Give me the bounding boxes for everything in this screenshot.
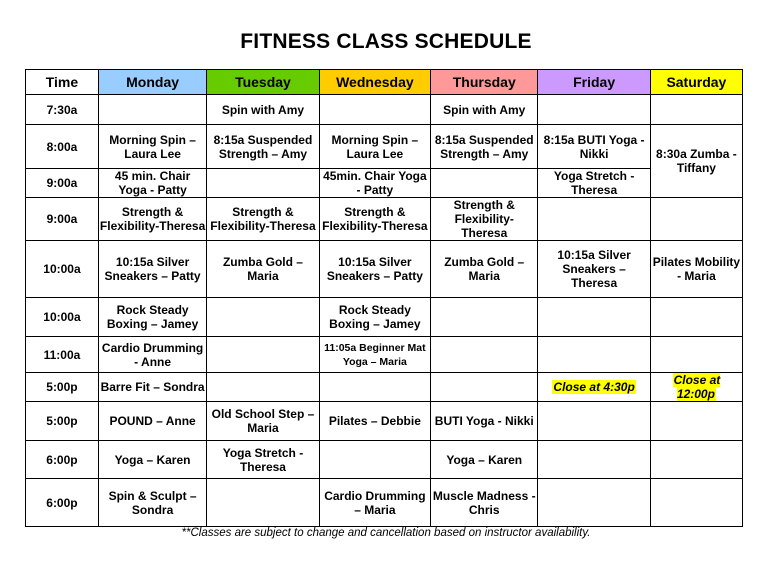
table-row xyxy=(26,95,743,125)
class-cell xyxy=(431,373,538,402)
class-cell xyxy=(207,479,319,527)
class-cell: Yoga Stretch - Theresa xyxy=(207,441,319,479)
table-row xyxy=(26,298,743,337)
time-cell: 9:00a xyxy=(26,169,99,198)
class-cell xyxy=(650,402,742,441)
header-thursday: Thursday xyxy=(431,70,538,95)
class-cell: Spin with Amy xyxy=(207,95,319,125)
page-title: FITNESS CLASS SCHEDULE xyxy=(240,30,532,53)
class-cell: BUTI Yoga - Nikki xyxy=(431,402,538,441)
class-cell: Zumba Gold – Maria xyxy=(207,241,319,298)
class-cell: Strength & Flexibility-Theresa xyxy=(319,198,430,241)
class-cell: 10:15a Silver Sneakers – Theresa xyxy=(538,241,650,298)
time-cell: 11:00a xyxy=(26,337,99,373)
table-row xyxy=(26,337,743,373)
table-row xyxy=(26,441,743,479)
class-cell: Strength & Flexibility-Theresa xyxy=(431,198,538,241)
time-cell: 10:00a xyxy=(26,241,99,298)
class-cell: Yoga – Karen xyxy=(431,441,538,479)
class-cell xyxy=(538,298,650,337)
class-cell: Rock Steady Boxing – Jamey xyxy=(319,298,430,337)
class-cell xyxy=(538,373,650,402)
class-cell xyxy=(538,402,650,441)
table-row xyxy=(26,479,743,527)
schedule-table xyxy=(25,69,743,527)
class-cell xyxy=(98,95,206,125)
class-cell: Cardio Drumming – Maria xyxy=(319,479,430,527)
class-cell: 8:15a BUTI Yoga - Nikki xyxy=(538,125,650,169)
class-cell xyxy=(431,169,538,198)
table-row xyxy=(26,373,743,402)
class-cell: 8:30a Zumba - Tiffany xyxy=(650,125,742,198)
class-cell: Spin & Sculpt – Sondra xyxy=(98,479,206,527)
time-cell: 9:00a xyxy=(26,198,99,241)
class-cell xyxy=(650,373,742,402)
class-cell: Strength & Flexibility-Theresa xyxy=(207,198,319,241)
class-cell xyxy=(650,479,742,527)
class-cell: Rock Steady Boxing – Jamey xyxy=(98,298,206,337)
class-cell xyxy=(207,337,319,373)
table-row xyxy=(26,402,743,441)
class-cell: Pilates – Debbie xyxy=(319,402,430,441)
class-cell xyxy=(650,198,742,241)
class-cell xyxy=(207,373,319,402)
header-friday: Friday xyxy=(538,70,650,95)
class-cell: Zumba Gold – Maria xyxy=(431,241,538,298)
header-monday: Monday xyxy=(98,70,206,95)
class-cell: Strength & Flexibility-Theresa xyxy=(98,198,206,241)
class-cell: Spin with Amy xyxy=(431,95,538,125)
class-cell xyxy=(538,479,650,527)
class-cell: Yoga Stretch - Theresa xyxy=(538,169,650,198)
time-cell: 5:00p xyxy=(26,402,99,441)
table-row xyxy=(26,125,743,169)
header-wednesday: Wednesday xyxy=(319,70,430,95)
time-cell: 6:00p xyxy=(26,479,99,527)
header-saturday: Saturday xyxy=(650,70,742,95)
header-row xyxy=(26,70,743,95)
class-cell xyxy=(431,298,538,337)
class-cell: POUND – Anne xyxy=(98,402,206,441)
table-row xyxy=(26,198,743,241)
class-cell: 8:15a Suspended Strength – Amy xyxy=(431,125,538,169)
class-cell: 11:05a Beginner Mat Yoga – Maria xyxy=(319,337,430,373)
class-cell xyxy=(319,441,430,479)
class-cell xyxy=(431,337,538,373)
class-cell: Barre Fit – Sondra xyxy=(98,373,206,402)
header-tuesday: Tuesday xyxy=(207,70,319,95)
closing-notice: Close at 12:00p xyxy=(673,373,721,401)
class-cell: 45 min. Chair Yoga - Patty xyxy=(98,169,206,198)
class-cell: Old School Step – Maria xyxy=(207,402,319,441)
time-cell: 6:00p xyxy=(26,441,99,479)
class-cell: Morning Spin – Laura Lee xyxy=(319,125,430,169)
class-cell: Yoga – Karen xyxy=(98,441,206,479)
class-cell: 8:15a Suspended Strength – Amy xyxy=(207,125,319,169)
class-cell: Pilates Mobility - Maria xyxy=(650,241,742,298)
time-cell: 7:30a xyxy=(26,95,99,125)
class-cell: Muscle Madness - Chris xyxy=(431,479,538,527)
time-cell: 8:00a xyxy=(26,125,99,169)
time-cell: 10:00a xyxy=(26,298,99,337)
class-cell: 45min. Chair Yoga - Patty xyxy=(319,169,430,198)
class-cell: Morning Spin – Laura Lee xyxy=(98,125,206,169)
class-cell xyxy=(319,95,430,125)
class-cell xyxy=(650,441,742,479)
footnote: **Classes are subject to change and cancellation based on instructor availability. xyxy=(181,527,591,539)
class-cell xyxy=(319,373,430,402)
closing-notice: Close at 4:30p xyxy=(553,380,635,394)
table-row xyxy=(26,241,743,298)
table-row xyxy=(26,169,743,198)
class-cell xyxy=(207,298,319,337)
class-cell: Cardio Drumming - Anne xyxy=(98,337,206,373)
class-cell xyxy=(207,169,319,198)
class-cell xyxy=(538,337,650,373)
time-cell: 5:00p xyxy=(26,373,99,402)
header-time: Time xyxy=(26,70,99,95)
class-cell xyxy=(650,95,742,125)
class-cell xyxy=(538,441,650,479)
class-cell xyxy=(538,198,650,241)
class-cell: 10:15a Silver Sneakers – Patty xyxy=(98,241,206,298)
class-cell xyxy=(650,337,742,373)
class-cell xyxy=(538,95,650,125)
class-cell xyxy=(650,298,742,337)
class-cell: 10:15a Silver Sneakers – Patty xyxy=(319,241,430,298)
